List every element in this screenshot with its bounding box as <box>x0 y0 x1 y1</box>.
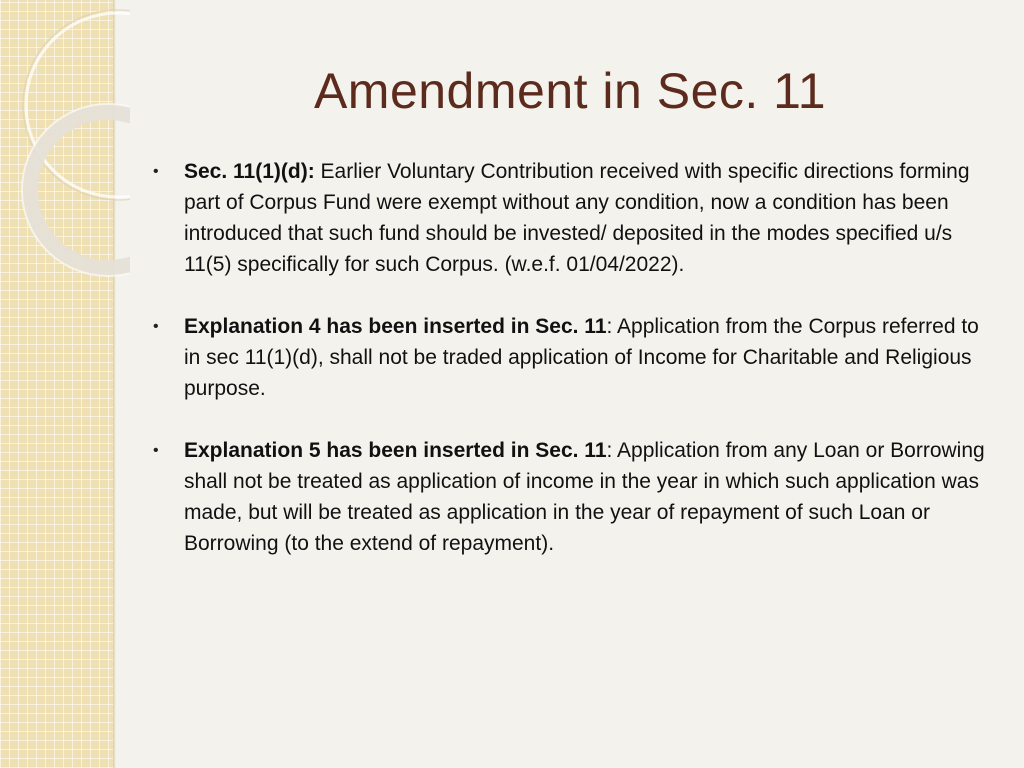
bullet-lead-text: Explanation 5 has been inserted in Sec. 11 <box>184 439 607 462</box>
bullet-point-icon: • <box>153 318 159 335</box>
bullet-item <box>150 435 990 559</box>
bullet-point-icon: • <box>153 163 159 180</box>
bullet-list <box>150 156 990 590</box>
bullet-item <box>150 311 990 404</box>
slide-title: Amendment in Sec. 11 <box>313 63 827 119</box>
decorative-circles-graphic <box>0 0 130 300</box>
bullet-point-icon: • <box>153 442 159 459</box>
bullet-lead-text: Sec. 11(1)(d): <box>184 160 315 183</box>
bullet-item <box>150 156 990 280</box>
bullet-body-text: : Application from the Corpus referred to in sec 11(1)(d), shall not be traded application of Income for Charitable and Religious purpose. <box>184 315 979 400</box>
bullet-body-text: : Application from any Loan or Borrowing shall not be treated as application of income in the year in which such application was made, but will be treated as application in the year of repayment of such Loan or Borrowing (to the extend of repayment). <box>184 439 985 555</box>
bullet-body-text: Earlier Voluntary Contribution received with specific directions forming part of Corpus Fund were exempt without any condition, now a condition has been introduced that such fund should be invested/ deposited in the modes specified u/s 11(5) specifically for such Corpus. (w.e.f. 01/04/2022). <box>184 160 970 276</box>
bullet-lead-text: Explanation 4 has been inserted in Sec. 11 <box>184 315 607 338</box>
